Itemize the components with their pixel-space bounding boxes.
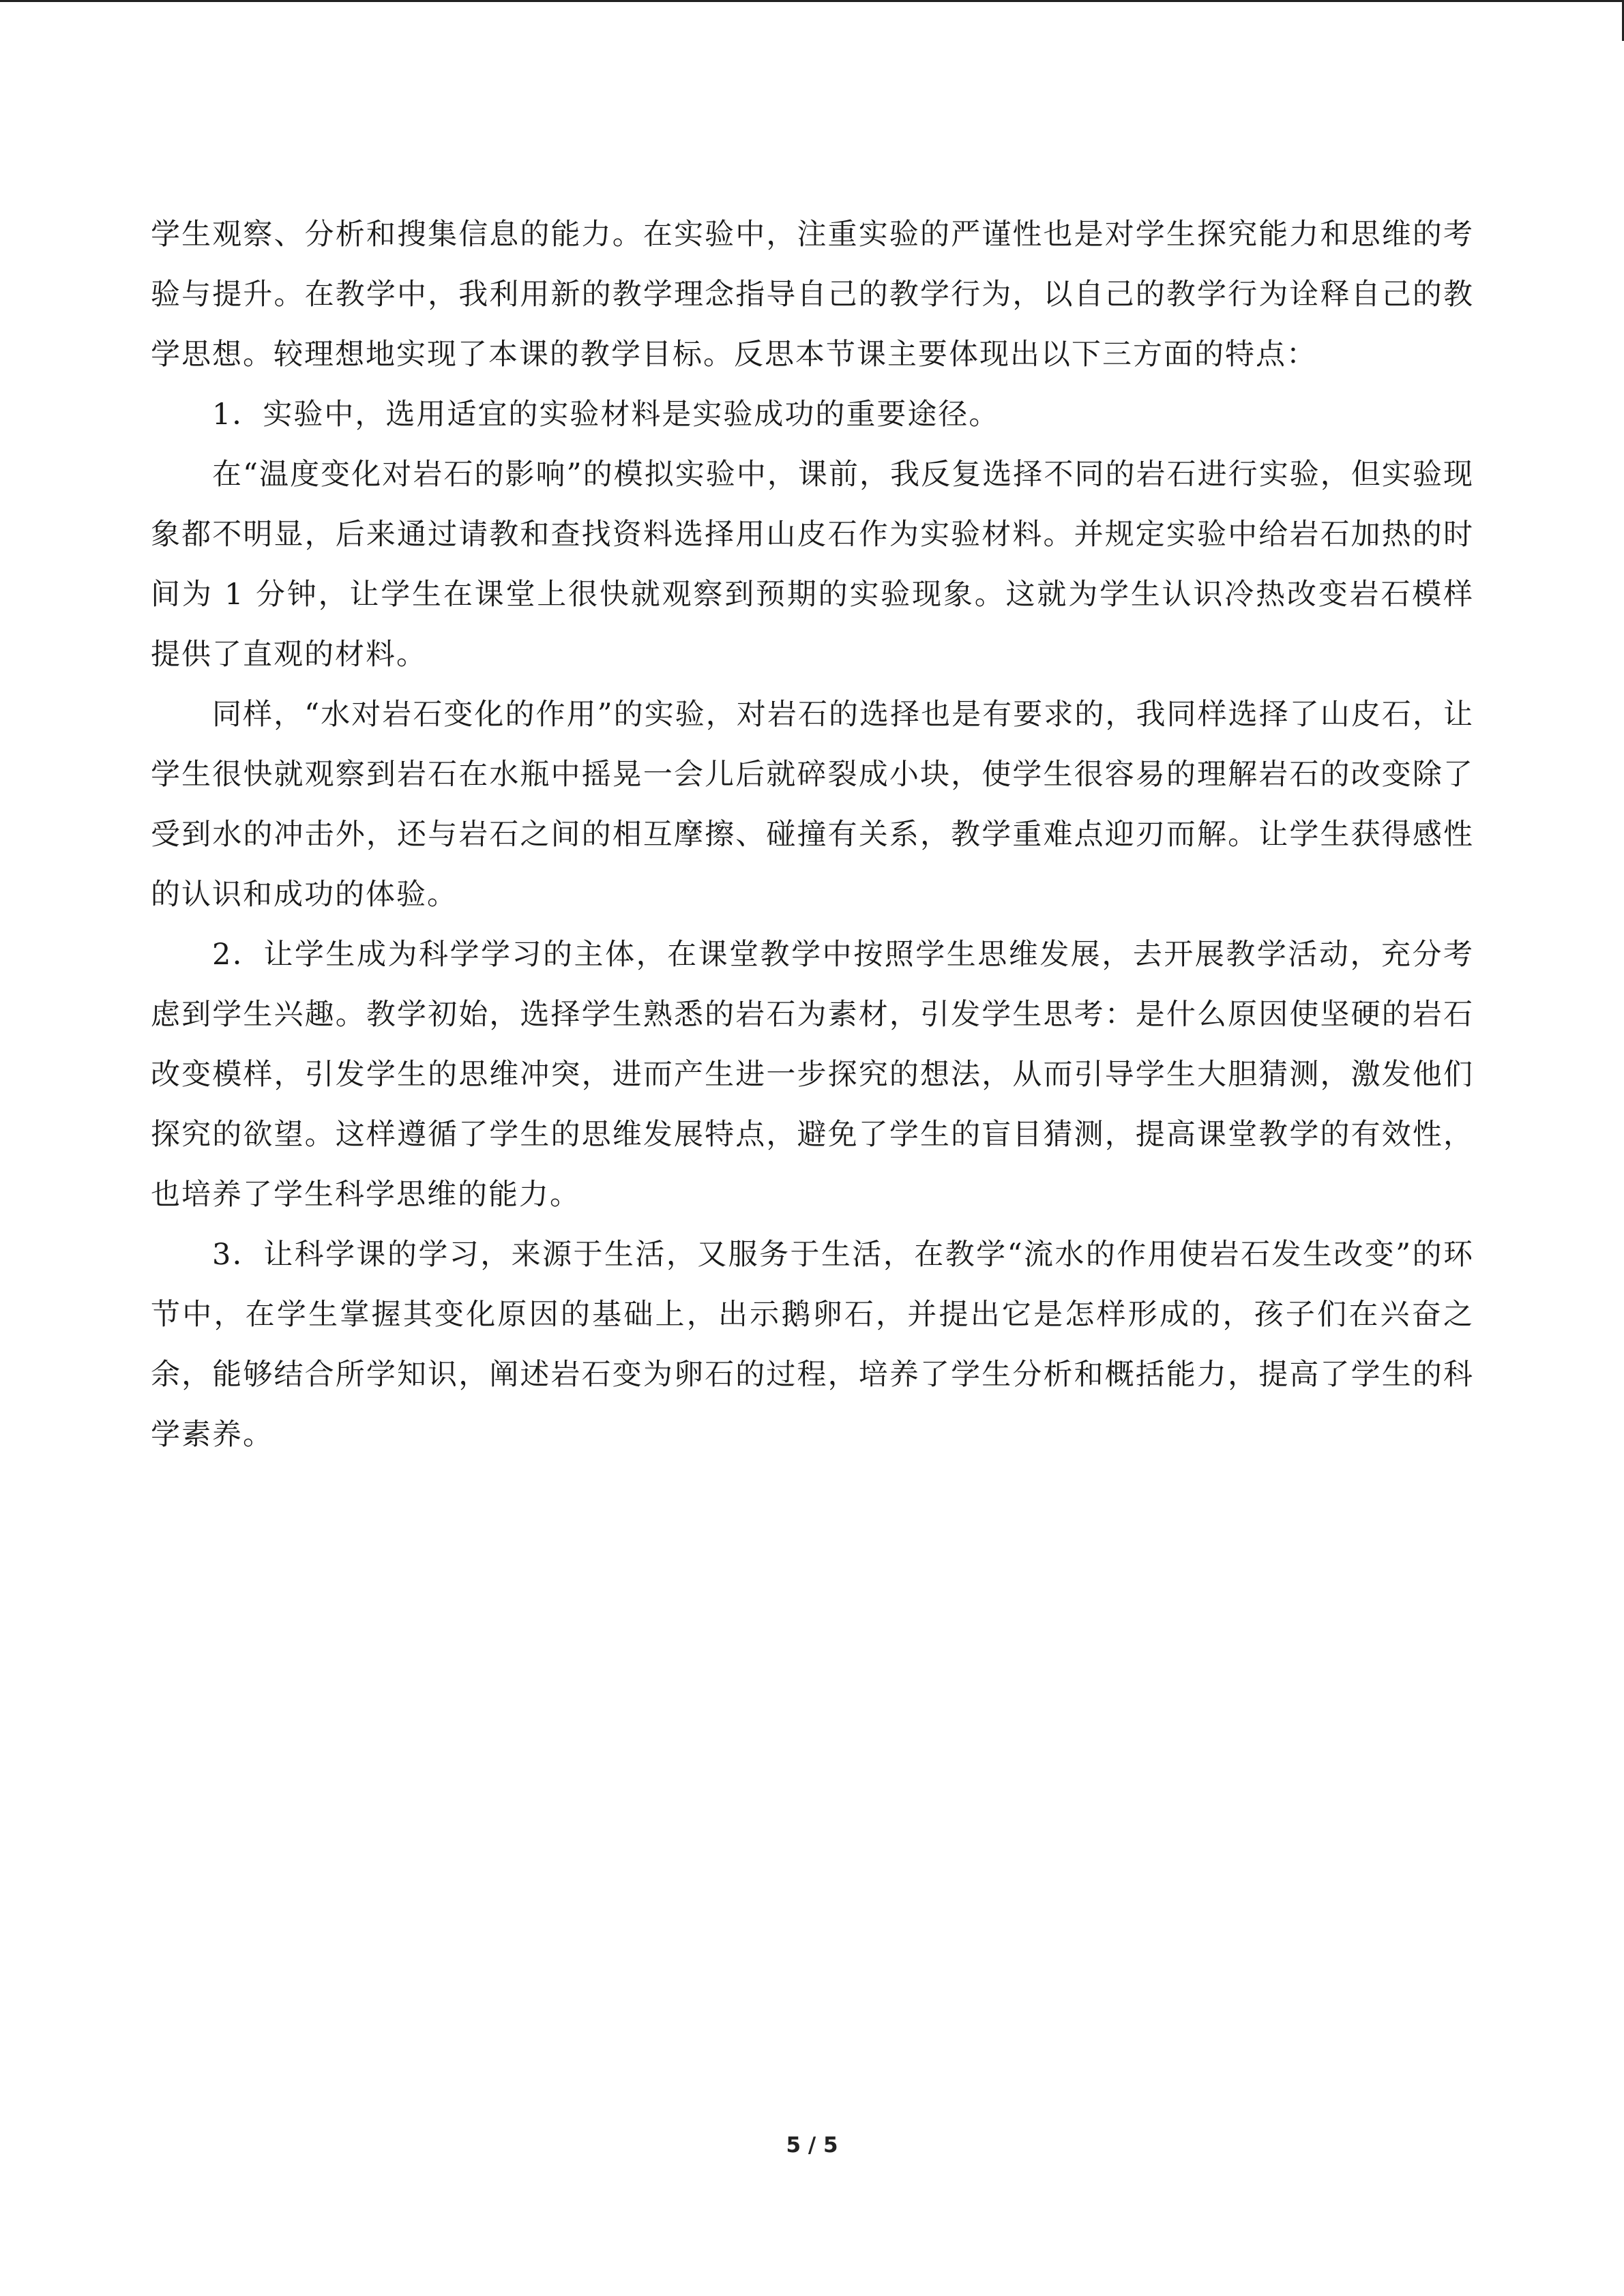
document-body	[151, 205, 1474, 1465]
paragraph-point-1-heading: 1．实验中，选用适宜的实验材料是实验成功的重要途径。	[212, 398, 1000, 432]
paragraph-point-3: 3．让科学课的学习，来源于生活，又服务于生活，在教学“流水的作用使岩石发生改变”的环节中，在学生掌握其变化原因的基础上，出示鹅卵石，并提出它是怎样形成的，孩子们在兴奋之余，能够结合所学知识，阐述岩石变为卵石的过程，培养了学生分析和概括能力，提高了学生的科学素养。	[151, 1238, 1474, 1452]
paragraph-point-2: 2．让学生成为科学学习的主体，在课堂教学中按照学生思维发展，去开展教学活动，充分考虑到学生兴趣。教学初始，选择学生熟悉的岩石为素材，引发学生思考：是什么原因使坚硬的岩石改变模样，引发学生的思维冲突，进而产生进一步探究的想法，从而引导学生大胆猜测，激发他们探究的欲望。这样遵循了学生的思维发展特点，避免了学生的盲目猜测，提高课堂教学的有效性，也培养了学生科学思维的能力。	[151, 938, 1474, 1212]
paragraph-temperature-experiment: 在“温度变化对岩石的影响”的模拟实验中，课前，我反复选择不同的岩石进行实验，但实验现象都不明显，后来通过请教和查找资料选择用山皮石作为实验材料。并规定实验中给岩石加热的时间为 1 分钟，让学生在课堂上很快就观察到预期的实验现象。这就为学生认识冷热改变岩石模样提供了直观的材料。	[151, 458, 1474, 672]
paragraph-water-experiment: 同样，“水对岩石变化的作用”的实验，对岩石的选择也是有要求的，我同样选择了山皮石，让学生很快就观察到岩石在水瓶中摇晃一会儿后就碎裂成小块，使学生很容易的理解岩石的改变除了受到水的冲击外，还与岩石之间的相互摩擦、碰撞有关系，教学重难点迎刃而解。让学生获得感性的认识和成功的体验。	[151, 698, 1474, 912]
top-border-line	[0, 0, 1624, 2]
page-number: 5 / 5	[786, 2133, 838, 2158]
paragraph-continuation: 学生观察、分析和搜集信息的能力。在实验中，注重实验的严谨性也是对学生探究能力和思维的考验与提升。在教学中，我利用新的教学理念指导自己的教学行为，以自己的教学行为诠释自己的教学思想。较理想地实现了本课的教学目标。反思本节课主要体现出以下三方面的特点：	[151, 218, 1474, 372]
